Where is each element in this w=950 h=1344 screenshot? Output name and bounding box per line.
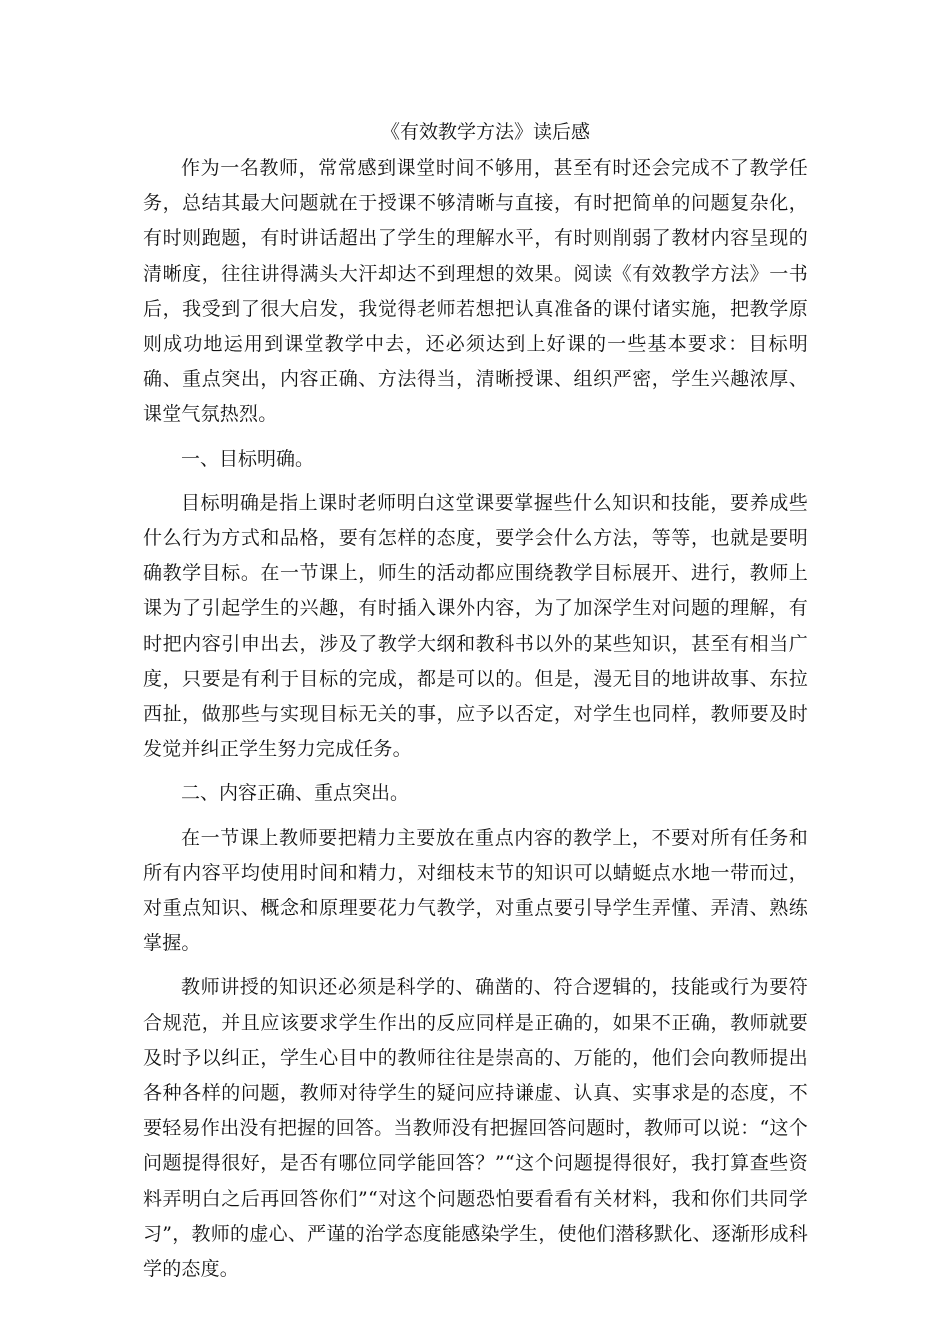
spacer xyxy=(143,767,808,776)
section-2-paragraph-1: 在一节课上教师要把精力主要放在重点内容的教学上，不要对所有任务和所有内容平均使用时间和精力，对细枝末节的知识可以蜻蜓点水地一带而过，对重点知识、概念和原理要花力气教学，对重点要引导学生弄懂、弄清、熟练掌握。 xyxy=(143,826,808,955)
spacer xyxy=(143,961,808,970)
document-body xyxy=(143,113,808,1287)
section-1-paragraph: 目标明确是指上课时老师明白这堂课要掌握些什么知识和技能，要养成些什么行为方式和品格，要有怎样的态度，要学会什么方法，等等，也就是要明确教学目标。在一节课上，师生的活动都应围绕教学目标展开、进行，教师上课为了引起学生的兴趣，有时插入课外内容，为了加深学生对问题的理解，有时把内容引申出去，涉及了教学大纲和教科书以外的某些知识，甚至有相当广度，只要是有利于目标的完成，都是可以的。但是，漫无目的地讲故事、东拉西扯，做那些与实现目标无关的事，应予以否定，对学生也同样，教师要及时发觉并纠正学生努力完成任务。 xyxy=(143,491,808,761)
section-heading-1: 一、目标明确。 xyxy=(181,447,315,470)
spacer xyxy=(143,812,808,821)
spacer xyxy=(143,433,808,442)
spacer xyxy=(143,477,808,486)
intro-paragraph: 作为一名教师，常常感到课堂时间不够用，甚至有时还会完成不了教学任务，总结其最大问题就在于授课不够清晰与直接，有时把简单的问题复杂化，有时则跑题，有时讲话超出了学生的理解水平，有时则削弱了教材内容呈现的清晰度，往往讲得满头大汗却达不到理想的效果。阅读《有效教学方法》一书后，我受到了很大启发，我觉得老师若想把认真准备的课付诸实施，把教学原则成功地运用到课堂教学中去，还必须达到上好课的一些基本要求：目标明确、重点突出，内容正确、方法得当，清晰授课、组织严密，学生兴趣浓厚、课堂气氛热烈。 xyxy=(143,157,808,426)
section-heading-2: 二、内容正确、重点突出。 xyxy=(181,782,410,805)
section-2-paragraph-2: 教师讲授的知识还必须是科学的、确凿的、符合逻辑的，技能或行为要符合规范，并且应该要求学生作出的反应同样是正确的，如果不正确，教师就要及时予以纠正，学生心目中的教师往往是崇高的、万能的，他们会向教师提出各种各样的问题，教师对待学生的疑问应持谦虚、认真、实事求是的态度，不要轻易作出没有把握的回答。当教师没有把握回答问题时，教师可以说：“这个问题提得很好，是否有哪位同学能回答？”“这个问题提得很好，我打算查些资料弄明白之后再回答你们”“对这个问题恐怕要看看有关材料，我和你们共同学习”，教师的虚心、严谨的治学态度能感染学生，使他们潜移默化、逐渐形成科学的态度。 xyxy=(143,976,808,1281)
document-title: 《有效教学方法》读后感 xyxy=(380,121,590,143)
